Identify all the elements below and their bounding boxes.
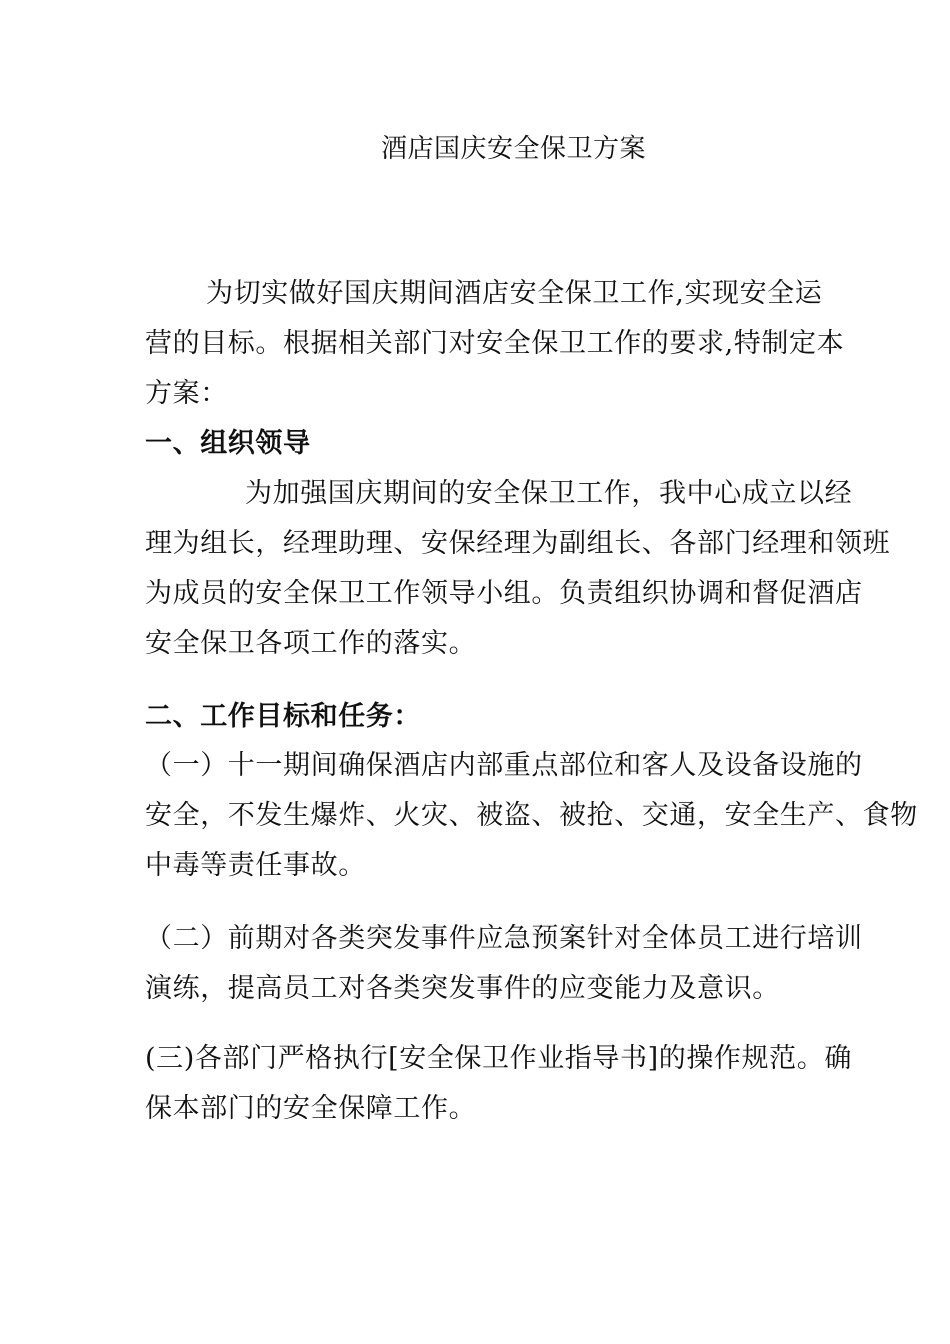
section-1-line-3: 为成员的安全保卫工作领导小组。负责组织协调和督促酒店 xyxy=(145,578,863,609)
item-3-line-1: (三)各部门严格执行[安全保卫作业指导书]的操作规范。确 xyxy=(145,1043,852,1074)
section-1-line-1: 为加强国庆期间的安全保卫工作，我中心成立以经 xyxy=(245,478,853,509)
section-1-line-2: 理为组长，经理助理、安保经理为副组长、各部门经理和领班 xyxy=(145,528,891,559)
section-1-heading: 一、组织领导 xyxy=(145,428,311,459)
section-2-heading: 二、工作目标和任务： xyxy=(145,701,421,732)
intro-line-2: 营的目标。根据相关部门对安全保卫工作的要求,特制定本 xyxy=(145,328,845,359)
item-1-line-3: 中毒等责任事故。 xyxy=(145,850,366,881)
intro-line-3: 方案： xyxy=(145,378,228,409)
item-2-line-2: 演练，提高员工对各类突发事件的应变能力及意识。 xyxy=(145,973,780,1004)
intro-line-1: 为切实做好国庆期间酒店安全保卫工作,实现安全运 xyxy=(206,278,823,309)
section-1-line-4: 安全保卫各项工作的落实。 xyxy=(145,628,477,659)
item-2-line-1: （二）前期对各类突发事件应急预案针对全体员工进行培训 xyxy=(145,923,863,954)
document-title: 酒店国庆安全保卫方案 xyxy=(381,134,647,164)
item-3-line-2: 保本部门的安全保障工作。 xyxy=(145,1093,477,1124)
item-1-line-2: 安全，不发生爆炸、火灾、被盗、被抢、交通，安全生产、食物 xyxy=(145,800,918,831)
item-1-line-1: （一）十一期间确保酒店内部重点部位和客人及设备设施的 xyxy=(145,750,863,781)
